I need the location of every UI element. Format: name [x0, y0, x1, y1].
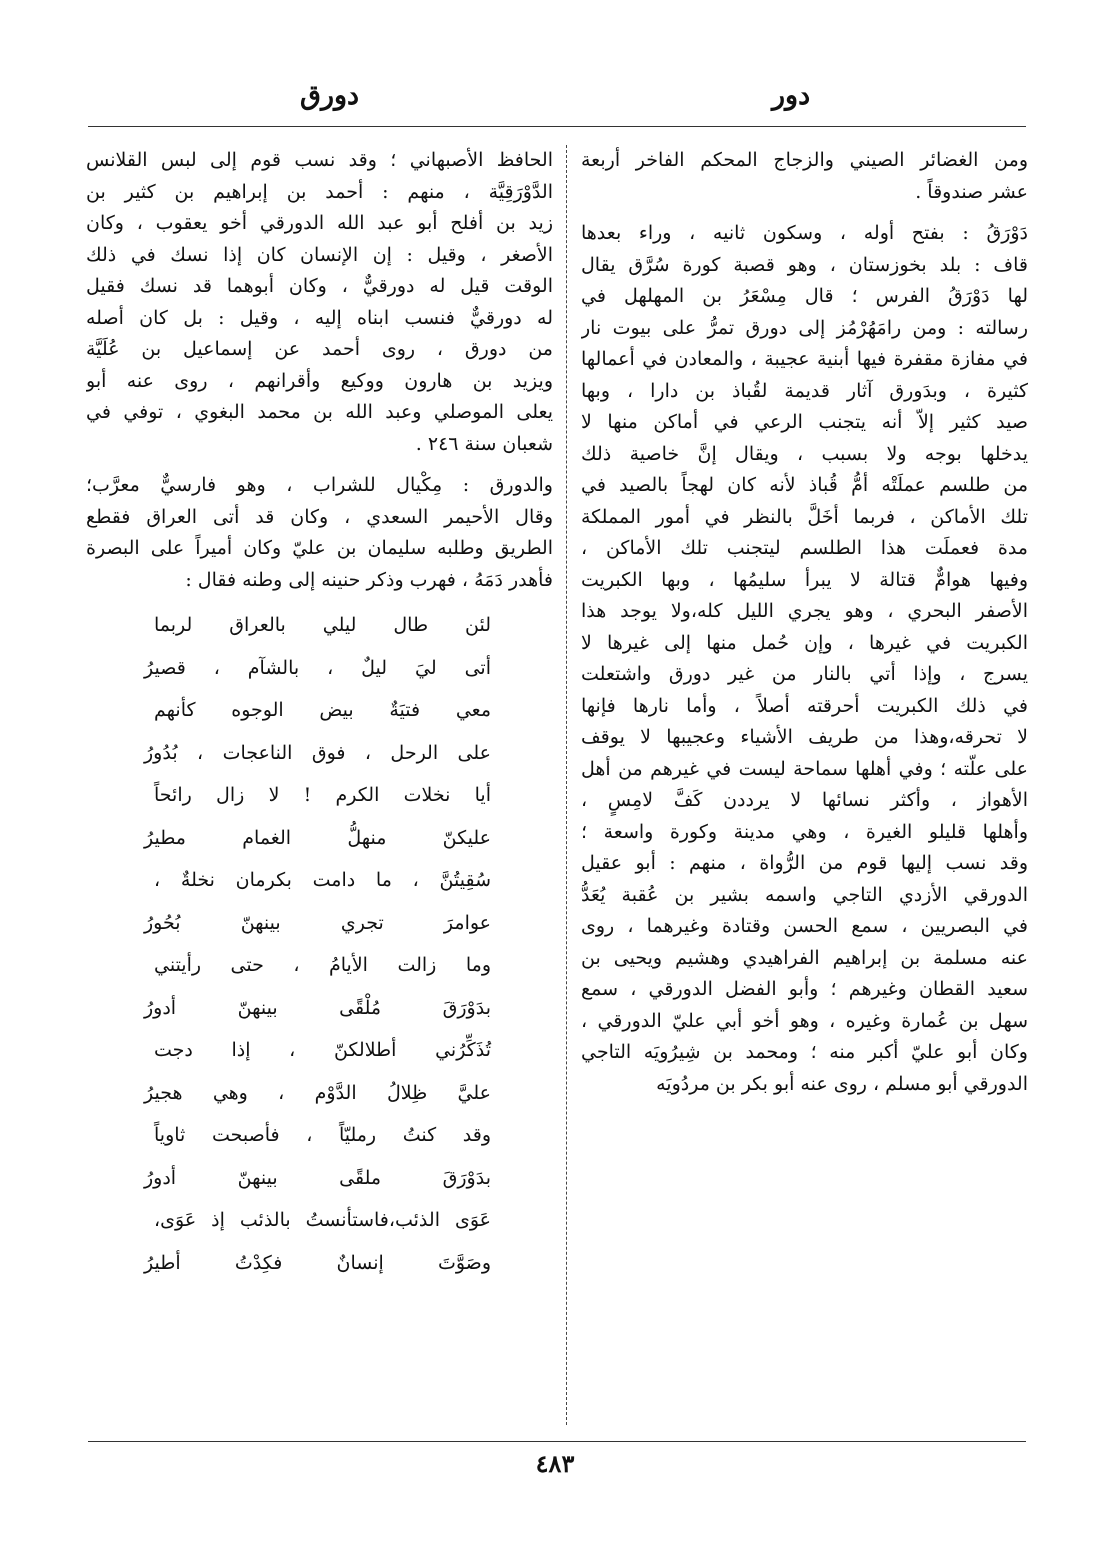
- text-line: شعبان سنة ٢٤٦ .: [415, 432, 553, 455]
- verse-first-hemistich: معي فتيَةٌ بيض الوجوه كأنهم: [154, 699, 491, 721]
- text-line: وفيها هوامٌّ قتالة لا يبرأ سليمُها ، وبها الكبريت: [581, 568, 1028, 591]
- verse-first-hemistich: تُذَكِّرُني أطلالكنّ ، إذا دجت: [154, 1039, 491, 1061]
- verse-second-hemistich: عوامرَ تجري بينهنّ بُحُورُ: [144, 911, 491, 934]
- text-line: يعلى الموصلي وعبد الله بن محمد البغوي ، توفي في: [86, 401, 553, 423]
- top-rule: [88, 126, 1026, 127]
- verse-second-hemistich: عليكنّ منهلُّ الغمام مطيرُ: [144, 826, 491, 849]
- text-line: وكان أبو عليّ أكبر منه ؛ ومحمد بن شِيرُويَه التاجي: [581, 1041, 1028, 1063]
- verse-first-hemistich: وما زالت الأيامُ ، حتى رأيتني: [154, 954, 491, 976]
- column-divider: [566, 145, 567, 1425]
- verse-first-hemistich: سُقِيتُنَّ ، ما دامت بكرمان نخلةٌ ،: [154, 869, 491, 891]
- text-line: الأصغر ، وقيل : إن الإنسان كان إذا نسك في ذلك: [86, 243, 553, 266]
- text-line: من دورق ، روى أحمد عن إسماعيل بن عُلَيَّة: [86, 338, 553, 360]
- text-line: الدورقي أبو مسلم ، روى عنه أبو بكر بن مردُويَه: [656, 1072, 1028, 1095]
- text-line: سعيد القطان وغيرهم ؛ وأبو الفضل الدورقي ، سمع: [581, 978, 1028, 1000]
- text-line: له دورقيٌّ فنسب ابناه إليه ، وقيل : بل كان أصله: [86, 306, 553, 329]
- text-line: صيد كثير إلاّ أنه يتجنب الرعي في أماكن منها لا: [581, 411, 1028, 433]
- verse-first-hemistich: وقد كنتُ رمليّاً ، فأصبحت ثاوياً: [154, 1124, 491, 1146]
- text-line: الطريق وطلبه سليمان بن عليّ وكان أميراً على البصرة: [86, 537, 553, 559]
- text-line: وقال الأحيمر السعدي ، وكان قد أتى العراق فقطع: [86, 505, 553, 528]
- text-line: الأهواز ، وأكثر نسائها لا يرددن كَفَّ لامِسٍ ،: [581, 789, 1028, 811]
- header-left-word: دورق: [300, 80, 360, 111]
- verse-second-hemistich: عليَّ ظِلالُ الدَّوْم ، وهي هجيرُ: [144, 1081, 491, 1104]
- bottom-rule: [88, 1441, 1026, 1442]
- text-line: وأهلها قليلو الغيرة ، وهي مدينة وكورة واسعة ؛: [581, 820, 1028, 843]
- verse-second-hemistich: بدَوْرَقَ مُلْقًى بينهنّ أدورُ: [144, 996, 491, 1019]
- text-line: في ذلك الكبريت أحرقته أصلاً ، وأما نارها فإنها: [581, 694, 1028, 717]
- text-line: يسرج ، وإذا أتي بالنار من غير دورق واشتعلت: [581, 663, 1028, 685]
- text-line: في مفازة مقفرة فيها أبنية عجيبة ، والمعادن في أعمالها: [581, 348, 1028, 370]
- paragraph-gap: [86, 460, 553, 470]
- text-line: من طلسم عملَتْه أمُّ قُباذ لأنه كان لهجاً بالصيد في: [581, 474, 1028, 496]
- text-line: زيد بن أفلح أبو عبد الله الدورقي أخو يعقوب ، وكان: [86, 212, 553, 234]
- verse-first-hemistich: لئن طال ليلي بالعراق لربما: [154, 614, 491, 636]
- paragraph-gap: [581, 208, 1028, 218]
- verse-first-hemistich: أيا نخلات الكرم ! لا زال رائحاً: [154, 784, 491, 806]
- text-line: الدورقي الأزدي التاجي واسمه بشير بن عُقبة يُعَدُّ: [581, 883, 1028, 906]
- poem: [86, 604, 553, 1284]
- verse-first-hemistich: عَوَى الذئب،فاستأنستُ بالذئب إذ عَوَى،: [154, 1209, 491, 1231]
- text-line: وقد نسب إليها قوم من الرُّواة ، منهم : أبو عقيل: [581, 852, 1028, 874]
- page-number: ٤٨٣: [535, 1449, 575, 1478]
- text-line: يدخلها بوجه ولا بسبب ، ويقال إنَّ خاصية ذلك: [581, 442, 1028, 465]
- text-line: لها دَوْرَقُ الفرس ؛ قال مِسْعَرُ بن المهلهل في: [581, 285, 1028, 307]
- text-line: ويزيد بن هارون ووكيع وأقرانهم ، روى عنه أبو: [86, 369, 553, 392]
- text-line: عنه مسلمة بن إبراهيم الفراهيدي وهشيم ويحيى بن: [581, 946, 1028, 969]
- verse-second-hemistich: بدَوْرَقَ ملقًى بينهنّ أدورُ: [144, 1166, 491, 1189]
- text-line: الدَّوْرَقِيَّة ، منهم : أحمد بن إبراهيم بن كثير بن: [86, 180, 553, 203]
- header-right-word: دور: [772, 80, 811, 111]
- text-line: سهل بن عُمارة وغيره ، وهو أخو أبي عليّ الدورقي ،: [581, 1009, 1028, 1032]
- left-column: [86, 145, 553, 1430]
- text-line: ومن الغضائر الصيني والزجاج المحكم الفاخر أربعة: [581, 149, 1028, 171]
- text-line: الوقت قيل له دورقيٌّ ، وكان أبوهما قد نسك فقيل: [86, 275, 553, 297]
- text-line: كثيرة ، وبدَورق آثار قديمة لقُباذ بن دارا ، وبها: [581, 379, 1028, 402]
- text-line: على علّته ؛ وفي أهلها سماحة ليست في غيرهم من أهل: [581, 757, 1028, 780]
- text-line: الكبريت في غيرها ، وإن حُمل منها إلى غيرها لا: [581, 631, 1028, 654]
- text-line: رسالته : ومن رامَهُرْمُز إلى دورق تمرُّ على بيوت نار: [581, 316, 1028, 339]
- text-line: في البصريين ، سمع الحسن وقتادة وغيرهما ، روى: [581, 915, 1028, 937]
- text-line: الحافظ الأصبهاني ؛ وقد نسب قوم إلى لبس القلانس: [86, 149, 553, 171]
- verse-second-hemistich: على الرحل ، فوق الناعجات ، بُدُورُ: [144, 741, 491, 764]
- text-line: والدورق : مِكْيال للشراب ، وهو فارسيٌّ معرَّب؛: [86, 474, 553, 496]
- text-line: الأصفر البحري ، وهو يجري الليل كله،ولا يوجد هذا: [581, 600, 1028, 622]
- text-line: عشر صندوقاً .: [915, 180, 1028, 203]
- verse-second-hemistich: وصَوَّتَ إنسانٌ فكِدْتُ أطيرُ: [144, 1251, 491, 1274]
- right-column: [581, 145, 1028, 1430]
- text-line: قاف : بلد بخوزستان ، وهو قصبة كورة سُرَّق يقال: [581, 253, 1028, 276]
- text-line: دَوْرَقُ : بفتح أوله ، وسكون ثانيه ، وراء بعدها: [581, 222, 1028, 244]
- text-line: لا تحرقه،وهذا من طريف الأشياء وعجيبها لا يوقف: [581, 726, 1028, 748]
- text-line: فأهدر دَمَهُ ، فهرب وذكر حنينه إلى وطنه فقال :: [185, 568, 553, 591]
- text-line: تلك الأماكن ، فربما أخَلَّ بالنظر في أمور المملكة: [581, 505, 1028, 528]
- verse-second-hemistich: أتى ليَ ليلٌ ، بالشآم ، قصيرُ: [144, 656, 491, 679]
- text-line: مدة فعملَت هذا الطلسم ليتجنب تلك الأماكن ،: [581, 537, 1028, 559]
